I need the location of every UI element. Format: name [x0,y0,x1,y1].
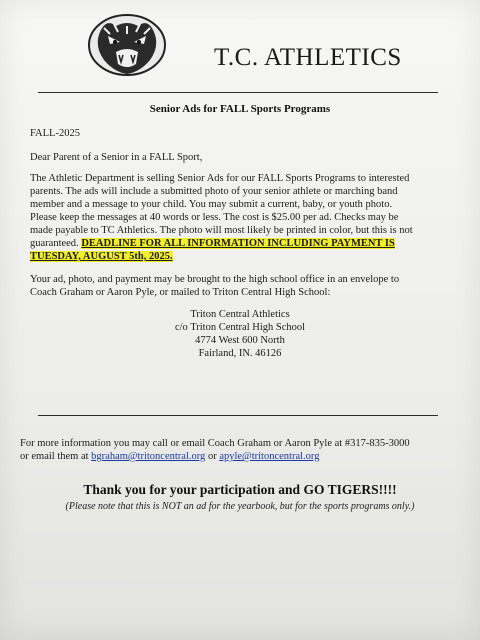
thank-you-message: Thank you for your participation and GO TIGERS!!!! [83,482,397,497]
paragraph-line: Coach Graham or Aaron Pyle, or mailed to Triton Central High School: [30,287,331,298]
paragraph-line: Please keep the messages at 40 words or less. The cost is $25.00 per ad. Checks may be [30,212,399,223]
deadline-date-highlight: TUESDAY, AUGUST 5th, 2025. [30,251,173,262]
deadline-highlight: DEADLINE FOR ALL INFORMATION INCLUDING PAYMENT IS [81,238,395,249]
paragraph-line [30,237,450,250]
greeting: Dear Parent of a Senior in a FALL Sport, [30,152,203,163]
address-line: 4774 West 600 North [195,335,285,346]
paragraph-line: Your ad, photo, and payment may be brought to the high school office in an envelope to [30,274,400,285]
address-line: c/o Triton Central High School [174,322,306,333]
contact-line [20,450,460,463]
info-paragraph [30,172,450,263]
paragraph-line: made payable to TC Athletics. The photo will most likely be printed in color, but this is not [30,225,413,236]
paragraph-text: guaranteed. [30,238,82,249]
tiger-head-logo-icon [86,12,168,78]
disclaimer-note: (Please note that this is NOT an ad for the yearbook, but for the sports programs only.) [65,501,415,512]
contact-info [20,437,460,463]
contact-text: or [205,451,220,462]
page-title: T.C. ATHLETICS [214,44,402,71]
email-link-pyle[interactable]: apyle@tritoncentral.org [219,451,320,462]
paragraph-line [30,250,450,263]
address-line: Triton Central Athletics [190,309,290,320]
season-label: FALL-2025 [30,128,80,139]
paragraph-line: The Athletic Department is selling Senior Ads for our FALL Sports Programs to interested [30,173,410,184]
section-heading: Senior Ads for FALL Sports Programs [149,103,331,115]
address-line: Fairland, IN. 46126 [198,348,282,359]
submission-paragraph [30,273,450,299]
top-divider [38,92,438,93]
contact-line: For more information you may call or email Coach Graham or Aaron Pyle at #317-835-3000 [20,438,410,449]
contact-text: or email them at [20,451,92,462]
paragraph-line: parents. The ads will include a submitted photo of your senior athlete or marching band [30,186,398,197]
email-link-graham[interactable]: bgraham@tritoncentral.org [91,451,206,462]
mailing-address [0,308,480,360]
bottom-divider [38,415,438,416]
paragraph-line: member and a message to your child. You may submit a current, baby, or youth photo. [30,199,393,210]
